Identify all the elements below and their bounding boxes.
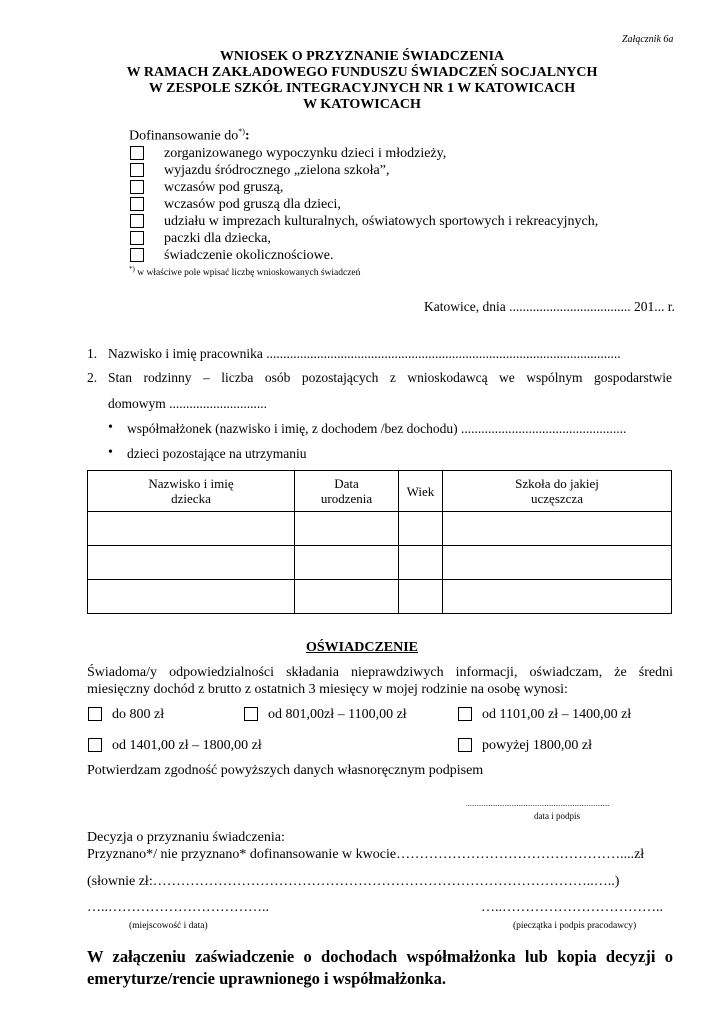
cell-school[interactable] [443,512,672,546]
cell-age[interactable] [399,546,443,580]
cell-age[interactable] [399,580,443,614]
income-checkbox-2[interactable] [244,707,258,721]
title-line-3: W ZESPOLE SZKÓŁ INTEGRACYJNYCH NR 1 W KATOWICACH [148,81,576,96]
funding-option-5: udziału w imprezach kulturalnych, oświatowych sportowych i rekreacyjnych, [164,214,599,229]
item-2-number: 2. [87,370,98,385]
cell-child-name[interactable] [88,546,295,580]
col-header-birthdate: Data urodzenia [295,471,399,512]
funding-label: Dofinansowanie do*): [129,127,250,144]
employee-name-field[interactable]: Nazwisko i imię pracownika ......................................................................................................... [108,346,621,361]
funding-footnote: *) w właściwe pole wpisać liczbę wnioskowanych świadczeń [129,265,361,279]
signature-caption: data i podpis [534,811,580,821]
cell-child-name[interactable] [88,512,295,546]
cell-birthdate[interactable] [295,512,399,546]
funding-option-1: zorganizowanego wypoczynku dzieci i młodzieży, [164,146,447,161]
place-date-caption: (miejscowość i data) [129,921,208,931]
decision-title: Decyzja o przyznaniu świadczenia: [87,830,285,845]
col-header-age: Wiek [399,471,443,512]
funding-checkbox-7[interactable] [130,248,144,262]
funding-checkbox-3[interactable] [130,180,144,194]
declaration-text: Świadoma/y odpowiedzialności składania nieprawdziwych informacji, oświadczam, że średni miesięczny dochód z brutto z ostatnich 3 miesięcy w mojej rodzinie na osobę wynosi: [87,665,673,697]
col-header-name: Nazwisko i imię dziecka [88,471,295,512]
funding-checkbox-6[interactable] [130,231,144,245]
children-table [87,470,672,614]
cell-child-name[interactable] [88,580,295,614]
employer-signature-caption: (pieczątka i podpis pracodawcy) [513,921,637,931]
cell-birthdate[interactable] [295,546,399,580]
funding-option-7: świadczenie okolicznościowe. [164,248,334,263]
table-row [88,512,672,546]
income-option-1: do 800 zł [112,707,165,722]
income-option-4: od 1401,00 zł – 1800,00 zł [112,738,262,753]
family-status-line-1: Stan rodzinny – liczba osób pozostających z wnioskodawcą we wspólnym gospodarstwie [108,370,672,385]
title-line-2: W RAMACH ZAKŁADOWEGO FUNDUSZU ŚWIADCZEŃ SOCJALNYCH [126,65,598,80]
income-option-5: powyżej 1800,00 zł [482,738,593,753]
place-date-field[interactable]: …..…………………………….. [87,900,269,915]
income-option-3: od 1101,00 zł – 1400,00 zł [482,707,632,722]
title-line-1: WNIOSEK O PRZYZNANIE ŚWIADCZENIA [219,49,505,64]
employer-signature-field[interactable]: …..…………………………….. [481,900,663,915]
funding-option-3: wczasów pod gruszą, [164,180,284,195]
funding-checkbox-4[interactable] [130,197,144,211]
cell-school[interactable] [443,546,672,580]
declaration-heading: OŚWIADCZENIE [305,640,419,655]
cell-school[interactable] [443,580,672,614]
signature-line[interactable]: .................................................................................. [466,800,610,808]
income-checkbox-4[interactable] [88,738,102,752]
col-header-school: Szkoła do jakiej uczęszcza [443,471,672,512]
bullet-spouse: • [108,420,113,435]
funding-option-4: wczasów pod gruszą dla dzieci, [164,197,341,212]
amount-in-words-field[interactable]: (słownie zł:…………………………………………………………………………………..…..) [87,874,620,889]
annex-label: Załącznik 6a [622,34,674,45]
spouse-field[interactable]: współmałżonek (nazwisko i imię, z dochodem /bez dochodu) ................................................. [127,421,627,436]
funding-checkbox-1[interactable] [130,146,144,160]
bullet-children: • [108,445,113,460]
income-checkbox-5[interactable] [458,738,472,752]
funding-checkbox-2[interactable] [130,163,144,177]
cell-birthdate[interactable] [295,580,399,614]
title-line-4: W KATOWICACH [303,97,421,112]
funding-checkbox-5[interactable] [130,214,144,228]
table-row [88,546,672,580]
income-option-2: od 801,00zł – 1100,00 zł [268,707,407,722]
funding-option-2: wyjazdu śródrocznego „zielona szkoła”, [164,163,390,178]
date-line[interactable]: Katowice, dnia .................................... 201... r. [424,299,675,314]
income-checkbox-1[interactable] [88,707,102,721]
children-label: dzieci pozostające na utrzymaniu [127,446,307,461]
attachment-note: W załączeniu zaświadczenie o dochodach współmałżonka lub kopia decyzji o emeryturze/rencie uprawnionego i współmałżonka. [87,947,673,988]
funding-option-6: paczki dla dziecka, [164,231,271,246]
confirmation-text: Potwierdzam zgodność powyższych danych własnoręcznym podpisem [87,763,484,778]
cell-age[interactable] [399,512,443,546]
granted-amount-field[interactable]: Przyznano*/ nie przyznano* dofinansowanie w kwocie…………………………………………....zł [87,847,645,862]
children-table-header [88,471,672,512]
item-1-number: 1. [87,346,98,361]
table-row [88,580,672,614]
income-checkbox-3[interactable] [458,707,472,721]
household-count-field[interactable]: domowym ............................. [108,396,268,411]
